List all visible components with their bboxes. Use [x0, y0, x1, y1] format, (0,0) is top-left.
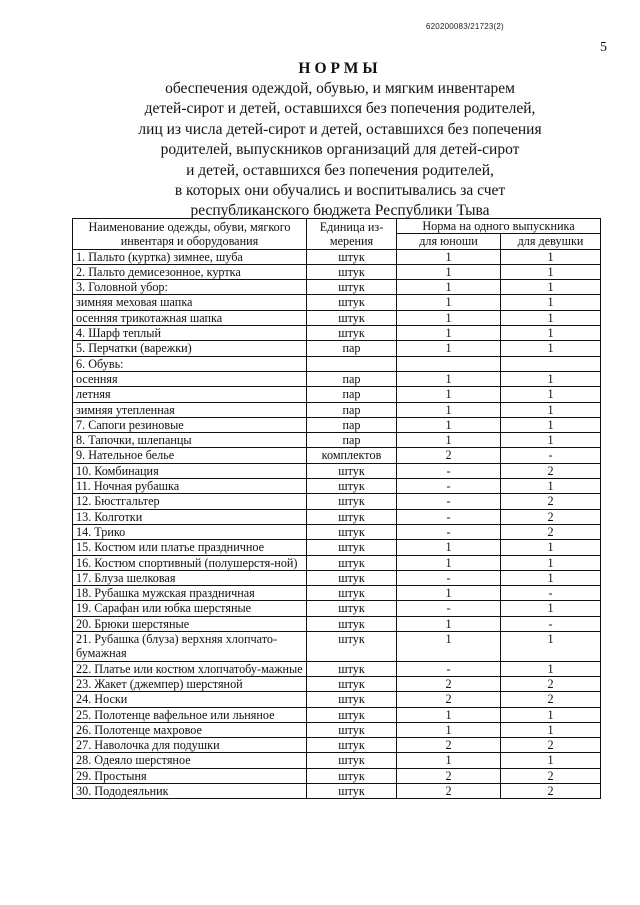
girls-norm-cell: 2: [501, 783, 601, 798]
boys-norm-cell: 1: [397, 586, 501, 601]
table-row: [73, 722, 601, 737]
document-code: 620200083/21723(2): [426, 22, 504, 31]
girls-norm-cell: -: [501, 448, 601, 463]
unit-cell: штук: [307, 509, 397, 524]
boys-norm-cell: 1: [397, 295, 501, 310]
unit-cell: пар: [307, 341, 397, 356]
girls-norm-cell: 1: [501, 341, 601, 356]
boys-norm-cell: 1: [397, 249, 501, 264]
item-name-cell: 8. Тапочки, шлепанцы: [73, 433, 307, 448]
unit-cell: штук: [307, 768, 397, 783]
table-row: [73, 387, 601, 402]
boys-norm-cell: 1: [397, 264, 501, 279]
item-name-cell: 21. Рубашка (блуза) верхняя хлопчато-бумажная: [73, 632, 307, 662]
item-name-cell: 14. Трико: [73, 524, 307, 539]
table-row: [73, 632, 601, 662]
girls-norm-cell: 1: [501, 417, 601, 432]
table-body: [73, 249, 601, 799]
item-name-cell: осенняя трикотажная шапка: [73, 310, 307, 325]
girls-norm-cell: 1: [501, 707, 601, 722]
boys-norm-cell: 2: [397, 448, 501, 463]
girls-norm-cell: 1: [501, 570, 601, 585]
table-row: [73, 463, 601, 478]
table-row: [73, 783, 601, 798]
unit-cell: штук: [307, 524, 397, 539]
table-row: [73, 326, 601, 341]
item-name-cell: 30. Пододеяльник: [73, 783, 307, 798]
boys-norm-cell: 2: [397, 768, 501, 783]
girls-norm-cell: 1: [501, 402, 601, 417]
table-row: [73, 448, 601, 463]
table-row: [73, 768, 601, 783]
boys-norm-cell: 2: [397, 783, 501, 798]
girls-norm-cell: 1: [501, 326, 601, 341]
girls-norm-cell: 1: [501, 264, 601, 279]
unit-cell: штук: [307, 707, 397, 722]
unit-cell: штук: [307, 616, 397, 631]
boys-norm-cell: 1: [397, 753, 501, 768]
boys-norm-cell: 2: [397, 692, 501, 707]
item-name-cell: 1. Пальто (куртка) зимнее, шуба: [73, 249, 307, 264]
girls-norm-cell: 2: [501, 509, 601, 524]
boys-norm-cell: -: [397, 601, 501, 616]
girls-norm-cell: [501, 356, 601, 371]
table-row: [73, 616, 601, 631]
unit-cell: штук: [307, 722, 397, 737]
boys-norm-cell: 1: [397, 280, 501, 295]
unit-cell: пар: [307, 417, 397, 432]
item-name-cell: 23. Жакет (джемпер) шерстяной: [73, 676, 307, 691]
table-row: [73, 692, 601, 707]
header-boys: для юноши: [397, 234, 501, 249]
item-name-cell: 24. Носки: [73, 692, 307, 707]
unit-cell: [307, 356, 397, 371]
boys-norm-cell: -: [397, 479, 501, 494]
item-name-cell: 29. Простыня: [73, 768, 307, 783]
unit-cell: штук: [307, 264, 397, 279]
item-name-cell: 28. Одеяло шерстяное: [73, 753, 307, 768]
boys-norm-cell: -: [397, 463, 501, 478]
table-row: [73, 402, 601, 417]
table-row: [73, 676, 601, 691]
boys-norm-cell: 1: [397, 555, 501, 570]
table-row: [73, 356, 601, 371]
girls-norm-cell: 1: [501, 310, 601, 325]
table-row: [73, 371, 601, 386]
unit-cell: пар: [307, 433, 397, 448]
unit-cell: штук: [307, 295, 397, 310]
unit-cell: штук: [307, 692, 397, 707]
unit-cell: комплектов: [307, 448, 397, 463]
unit-cell: штук: [307, 280, 397, 295]
unit-cell: штук: [307, 310, 397, 325]
girls-norm-cell: -: [501, 586, 601, 601]
table-row: [73, 524, 601, 539]
item-name-cell: 2. Пальто демисезонное, куртка: [73, 264, 307, 279]
table-row: [73, 417, 601, 432]
title-line: республиканского бюджета Республики Тыва: [190, 202, 490, 220]
table-row: [73, 509, 601, 524]
boys-norm-cell: 1: [397, 632, 501, 662]
boys-norm-cell: 2: [397, 676, 501, 691]
girls-norm-cell: 1: [501, 540, 601, 555]
boys-norm-cell: [397, 356, 501, 371]
item-name-cell: 6. Обувь:: [73, 356, 307, 371]
unit-cell: штук: [307, 601, 397, 616]
unit-cell: штук: [307, 632, 397, 662]
item-name-cell: 27. Наволочка для подушки: [73, 738, 307, 753]
girls-norm-cell: 1: [501, 280, 601, 295]
item-name-cell: зимняя меховая шапка: [73, 295, 307, 310]
item-name-cell: 5. Перчатки (варежки): [73, 341, 307, 356]
item-name-cell: зимняя утепленная: [73, 402, 307, 417]
boys-norm-cell: 2: [397, 738, 501, 753]
boys-norm-cell: 1: [397, 371, 501, 386]
boys-norm-cell: 1: [397, 387, 501, 402]
title-block: [80, 60, 600, 222]
item-name-cell: 18. Рубашка мужская праздничная: [73, 586, 307, 601]
title-line: и детей, оставшихся без попечения родителей,: [186, 161, 494, 179]
norms-table: [72, 218, 601, 799]
boys-norm-cell: 1: [397, 417, 501, 432]
table-row: [73, 570, 601, 585]
unit-cell: штук: [307, 540, 397, 555]
item-name-cell: 3. Головной убор:: [73, 280, 307, 295]
title-line: родителей, выпускников организаций для детей-сирот: [160, 141, 520, 159]
unit-cell: штук: [307, 738, 397, 753]
girls-norm-cell: 2: [501, 768, 601, 783]
table-row: [73, 494, 601, 509]
item-name-cell: осенняя: [73, 371, 307, 386]
item-name-cell: 11. Ночная рубашка: [73, 479, 307, 494]
table-row: [73, 249, 601, 264]
unit-cell: штук: [307, 555, 397, 570]
girls-norm-cell: 1: [501, 601, 601, 616]
unit-cell: пар: [307, 402, 397, 417]
table-row: [73, 601, 601, 616]
item-name-cell: летняя: [73, 387, 307, 402]
header-item-name: Наименование одежды, обуви, мягкого инвентаря и оборудования: [73, 219, 307, 250]
unit-cell: штук: [307, 661, 397, 676]
table-row: [73, 738, 601, 753]
girls-norm-cell: 1: [501, 295, 601, 310]
table-row: [73, 540, 601, 555]
table-row: [73, 479, 601, 494]
item-name-cell: 15. Костюм или платье праздничное: [73, 540, 307, 555]
unit-cell: штук: [307, 479, 397, 494]
unit-cell: пар: [307, 371, 397, 386]
girls-norm-cell: 1: [501, 433, 601, 448]
title-line: обеспечения одеждой, обувью, и мягким инвентарем: [165, 80, 515, 97]
table-header-row: [73, 219, 601, 234]
item-name-cell: 13. Колготки: [73, 509, 307, 524]
item-name-cell: 25. Полотенце вафельное или льняное: [73, 707, 307, 722]
girls-norm-cell: -: [501, 616, 601, 631]
girls-norm-cell: 2: [501, 524, 601, 539]
boys-norm-cell: 1: [397, 616, 501, 631]
unit-cell: штук: [307, 676, 397, 691]
table-row: [73, 586, 601, 601]
table-header: [73, 219, 601, 250]
unit-cell: пар: [307, 387, 397, 402]
unit-cell: штук: [307, 326, 397, 341]
unit-cell: штук: [307, 783, 397, 798]
item-name-cell: 19. Сарафан или юбка шерстяные: [73, 601, 307, 616]
title-line: в которых они обучались и воспитывались за счет: [174, 182, 506, 200]
table-row: [73, 555, 601, 570]
unit-cell: штук: [307, 570, 397, 585]
unit-cell: штук: [307, 586, 397, 601]
boys-norm-cell: 1: [397, 326, 501, 341]
boys-norm-cell: 1: [397, 402, 501, 417]
page-number: 5: [600, 40, 607, 55]
girls-norm-cell: 2: [501, 738, 601, 753]
girls-norm-cell: 1: [501, 632, 601, 662]
header-norm: Норма на одного выпускника: [397, 219, 601, 234]
unit-cell: штук: [307, 463, 397, 478]
girls-norm-cell: 1: [501, 249, 601, 264]
item-name-cell: 20. Брюки шерстяные: [73, 616, 307, 631]
boys-norm-cell: -: [397, 570, 501, 585]
item-name-cell: 26. Полотенце махровое: [73, 722, 307, 737]
girls-norm-cell: 2: [501, 692, 601, 707]
unit-cell: штук: [307, 249, 397, 264]
boys-norm-cell: 1: [397, 310, 501, 325]
unit-cell: штук: [307, 494, 397, 509]
header-girls: для девушки: [501, 234, 601, 249]
girls-norm-cell: 1: [501, 371, 601, 386]
table-row: [73, 264, 601, 279]
girls-norm-cell: 1: [501, 722, 601, 737]
item-name-cell: 9. Нательное белье: [73, 448, 307, 463]
table-row: [73, 310, 601, 325]
boys-norm-cell: -: [397, 509, 501, 524]
girls-norm-cell: 2: [501, 494, 601, 509]
table-row: [73, 707, 601, 722]
table-row: [73, 341, 601, 356]
item-name-cell: 17. Блуза шелковая: [73, 570, 307, 585]
girls-norm-cell: 2: [501, 463, 601, 478]
boys-norm-cell: 1: [397, 341, 501, 356]
unit-cell: штук: [307, 753, 397, 768]
girls-norm-cell: 2: [501, 676, 601, 691]
item-name-cell: 10. Комбинация: [73, 463, 307, 478]
boys-norm-cell: -: [397, 524, 501, 539]
title-line: детей-сирот и детей, оставшихся без попечения родителей,: [144, 100, 536, 118]
girls-norm-cell: 1: [501, 555, 601, 570]
girls-norm-cell: 1: [501, 387, 601, 402]
boys-norm-cell: 1: [397, 433, 501, 448]
header-unit: Единица из-мерения: [307, 219, 397, 250]
boys-norm-cell: 1: [397, 707, 501, 722]
boys-norm-cell: 1: [397, 540, 501, 555]
table-row: [73, 753, 601, 768]
boys-norm-cell: -: [397, 494, 501, 509]
table-row: [73, 295, 601, 310]
item-name-cell: 16. Костюм спортивный (полушерстя-ной): [73, 555, 307, 570]
item-name-cell: 12. Бюстгальтер: [73, 494, 307, 509]
boys-norm-cell: -: [397, 661, 501, 676]
boys-norm-cell: 1: [397, 722, 501, 737]
item-name-cell: 4. Шарф теплый: [73, 326, 307, 341]
table-row: [73, 661, 601, 676]
table-row: [73, 280, 601, 295]
item-name-cell: 22. Платье или костюм хлопчатобу-мажные: [73, 661, 307, 676]
title-line: лиц из числа детей-сирот и детей, оставшихся без попечения: [138, 120, 542, 138]
girls-norm-cell: 1: [501, 753, 601, 768]
table-row: [73, 433, 601, 448]
girls-norm-cell: 1: [501, 479, 601, 494]
document-title: НОРМЫ: [298, 60, 382, 77]
girls-norm-cell: 1: [501, 661, 601, 676]
item-name-cell: 7. Сапоги резиновые: [73, 417, 307, 432]
